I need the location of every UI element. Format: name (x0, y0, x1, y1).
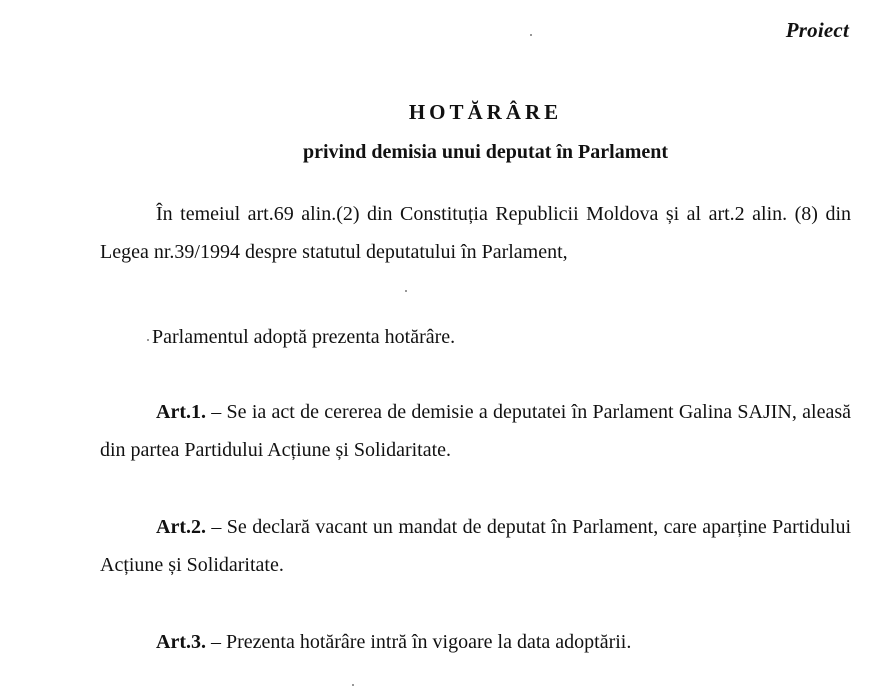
article-1-paragraph (100, 393, 851, 469)
adoption-paragraph: Parlamentul adoptă prezenta hotărâre. (152, 326, 456, 348)
article-3-paragraph (100, 623, 851, 661)
article-1-text: – Se ia act de cererea de demisie a deputatei în Parlament Galina SAJIN, aleasă din partea Partidului Acțiune și Solidaritate. (100, 401, 851, 461)
preamble-paragraph: În temeiul art.69 alin.(2) din Constituția Republicii Moldova și al art.2 alin. (8) din Legea nr.39/1994 despre statutul deputatului în Parlament, (100, 203, 851, 263)
draft-status-label: Proiect (785, 18, 849, 42)
scan-speck (147, 339, 149, 341)
article-2-text: – Se declară vacant un mandat de deputat în Parlament, care aparține Partidului Acțiune și Solidaritate. (100, 516, 851, 576)
scan-speck (405, 290, 407, 292)
article-1-label: Art.1. (156, 401, 206, 423)
article-2-label: Art.2. (156, 516, 206, 538)
article-3-label: Art.3. (156, 631, 206, 653)
scan-speck (352, 684, 354, 686)
document-subtitle: privind demisia unui deputat în Parlament (302, 141, 669, 163)
document-title: HOTĂRÂRE (408, 100, 563, 124)
article-2-paragraph (100, 508, 851, 584)
scan-speck (530, 34, 532, 36)
article-3-text: – Prezenta hotărâre intră în vigoare la data adoptării. (205, 631, 632, 653)
